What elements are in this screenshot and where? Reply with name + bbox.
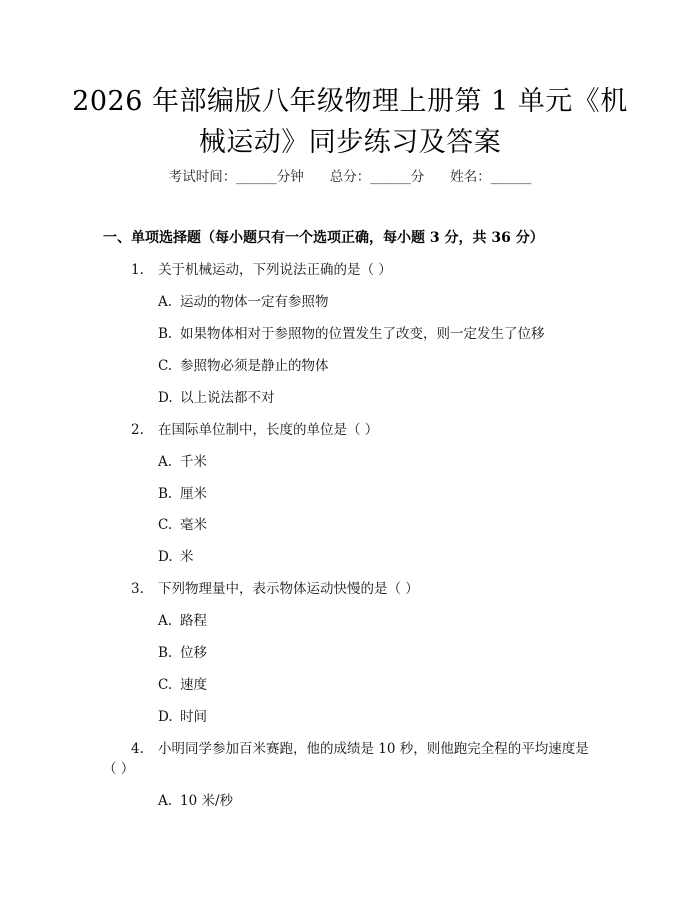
option-letter: B.: [158, 645, 173, 661]
question-number: 4.: [131, 741, 144, 757]
question-1: [131, 260, 392, 280]
option-text: 路程: [180, 613, 207, 629]
question-4-option-a: [158, 791, 233, 811]
total-score-field: 总分：______分: [329, 169, 425, 185]
option-letter: D.: [158, 549, 173, 565]
option-text: 位移: [180, 645, 207, 661]
question-2-option-c: [158, 515, 207, 535]
option-letter: B.: [158, 326, 173, 342]
exam-info-line: [0, 167, 700, 187]
question-2-option-b: [158, 484, 207, 504]
question-1-option-c: [158, 356, 329, 376]
option-letter: C.: [158, 358, 173, 374]
question-number: 2.: [131, 422, 144, 438]
option-text: 米: [180, 549, 194, 565]
option-letter: A.: [158, 454, 173, 470]
question-text: 下列物理量中，表示物体运动快慢的是（ ）: [158, 581, 419, 597]
question-text: 关于机械运动，下列说法正确的是（ ）: [158, 262, 392, 278]
document-title-line-1: 2026 年部编版八年级物理上册第 1 单元《机: [72, 86, 628, 117]
question-3-option-c: [158, 675, 207, 695]
option-letter: C.: [158, 517, 173, 533]
question-2: [131, 420, 378, 440]
question-1-option-b: [158, 324, 545, 344]
exam-time-field: 考试时间：______分钟: [168, 169, 304, 185]
option-text: 运动的物体一定有参照物: [180, 294, 329, 310]
option-letter: B.: [158, 486, 173, 502]
option-text: 10 米/秒: [180, 793, 234, 809]
question-3-option-b: [158, 643, 207, 663]
option-text: 参照物必须是静止的物体: [180, 358, 329, 374]
question-text: 在国际单位制中，长度的单位是（ ）: [158, 422, 379, 438]
question-2-option-a: [158, 452, 207, 472]
option-letter: A.: [158, 294, 173, 310]
option-letter: C.: [158, 677, 173, 693]
question-3-option-a: [158, 611, 207, 631]
option-text: 时间: [180, 709, 207, 725]
question-2-option-d: [158, 547, 194, 567]
question-4-continuation: （ ）: [103, 761, 135, 777]
question-number: 3.: [131, 581, 144, 597]
question-number: 1.: [131, 262, 144, 278]
option-letter: D.: [158, 390, 173, 406]
question-1-option-a: [158, 292, 329, 312]
option-text: 厘米: [180, 486, 207, 502]
document-title-line-2: 械运动》同步练习及答案: [198, 127, 502, 158]
option-text: 如果物体相对于参照物的位置发生了改变，则一定发生了位移: [180, 326, 545, 342]
option-letter: A.: [158, 613, 173, 629]
question-3-option-d: [158, 707, 207, 727]
option-text: 速度: [180, 677, 207, 693]
option-text: 毫米: [180, 517, 207, 533]
section-heading-single-choice: 一、单项选择题（每小题只有一个选项正确，每小题 3 分，共 36 分）: [103, 230, 544, 246]
question-3: [131, 579, 419, 599]
option-text: 千米: [180, 454, 207, 470]
student-name-field: 姓名：______: [450, 169, 532, 185]
option-text: 以上说法都不对: [180, 390, 275, 406]
question-1-option-d: [158, 388, 275, 408]
question-4: [131, 739, 589, 759]
option-letter: A.: [158, 793, 173, 809]
question-text: 小明同学参加百米赛跑，他的成绩是 10 秒，则他跑完全程的平均速度是: [158, 741, 589, 757]
option-letter: D.: [158, 709, 173, 725]
